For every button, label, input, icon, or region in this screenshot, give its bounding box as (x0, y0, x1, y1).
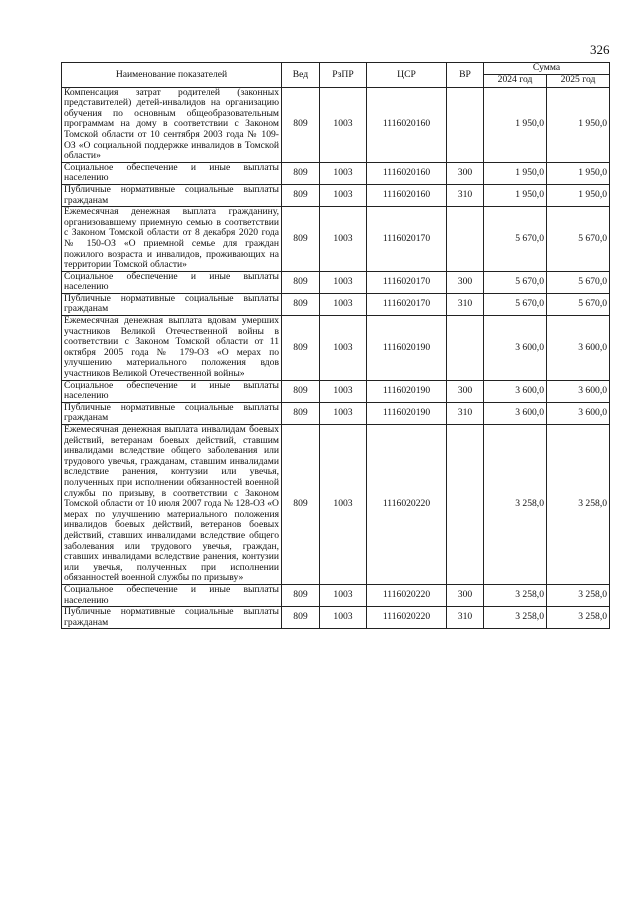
row-vr: 310 (447, 184, 484, 206)
header-rzpr: РзПР (320, 63, 367, 88)
row-sum-2024: 3 600,0 (484, 402, 547, 424)
row-vr: 300 (447, 584, 484, 606)
row-vr: 300 (447, 162, 484, 184)
header-sum: Сумма (484, 63, 610, 75)
row-sum-2024: 1 950,0 (484, 184, 547, 206)
row-rzpr: 1003 (320, 271, 367, 293)
header-vr: ВР (447, 63, 484, 88)
row-rzpr: 1003 (320, 607, 367, 629)
row-csr: 1116020160 (367, 184, 447, 206)
row-csr: 1116020160 (367, 87, 447, 162)
table-row (62, 87, 610, 162)
row-name: Публичные нормативные социальные выплаты гражданам (62, 184, 282, 206)
header-name: Наименование показателей (62, 63, 282, 88)
row-ved: 809 (282, 316, 320, 381)
table-row (62, 184, 610, 206)
row-sum-2025: 1 950,0 (547, 162, 610, 184)
row-ved: 809 (282, 162, 320, 184)
row-sum-2025: 5 670,0 (547, 207, 610, 272)
row-csr: 1116020220 (367, 425, 447, 585)
row-name: Публичные нормативные социальные выплаты гражданам (62, 402, 282, 424)
header-year-2024: 2024 год (484, 74, 547, 87)
table-row (62, 316, 610, 381)
table-row (62, 380, 610, 402)
row-sum-2024: 3 600,0 (484, 380, 547, 402)
row-csr: 1116020220 (367, 607, 447, 629)
row-sum-2025: 3 258,0 (547, 607, 610, 629)
row-rzpr: 1003 (320, 584, 367, 606)
row-sum-2025: 1 950,0 (547, 184, 610, 206)
row-rzpr: 1003 (320, 87, 367, 162)
table-row (62, 584, 610, 606)
table-header-row (62, 63, 610, 75)
table-row (62, 162, 610, 184)
row-csr: 1116020170 (367, 207, 447, 272)
row-csr: 1116020190 (367, 316, 447, 381)
row-csr: 1116020170 (367, 293, 447, 315)
row-name: Социальное обеспечение и иные выплаты населению (62, 584, 282, 606)
row-csr: 1116020160 (367, 162, 447, 184)
row-name: Публичные нормативные социальные выплаты гражданам (62, 607, 282, 629)
row-csr: 1116020220 (367, 584, 447, 606)
table-row (62, 607, 610, 629)
row-sum-2024: 1 950,0 (484, 87, 547, 162)
row-ved: 809 (282, 87, 320, 162)
row-sum-2024: 1 950,0 (484, 162, 547, 184)
row-csr: 1116020190 (367, 380, 447, 402)
row-rzpr: 1003 (320, 425, 367, 585)
row-vr (447, 316, 484, 381)
row-rzpr: 1003 (320, 293, 367, 315)
table-row (62, 207, 610, 272)
row-sum-2025: 3 600,0 (547, 380, 610, 402)
table-row (62, 271, 610, 293)
row-ved: 809 (282, 380, 320, 402)
row-name: Социальное обеспечение и иные выплаты населению (62, 271, 282, 293)
row-csr: 1116020190 (367, 402, 447, 424)
row-sum-2025: 5 670,0 (547, 293, 610, 315)
table-body (62, 87, 610, 629)
row-sum-2025: 5 670,0 (547, 271, 610, 293)
row-ved: 809 (282, 271, 320, 293)
row-vr (447, 87, 484, 162)
row-sum-2025: 1 950,0 (547, 87, 610, 162)
row-vr: 300 (447, 380, 484, 402)
row-name: Ежемесячная денежная выплата вдовам умерших участников Великой Отечественной войны в соответствии с Законом Томской области от 11 октября 2005 года № 179-ОЗ «О мерах по улучшению материального положения вдов участников Великой Отечественной войны» (62, 316, 282, 381)
row-sum-2025: 3 600,0 (547, 402, 610, 424)
row-csr: 1116020170 (367, 271, 447, 293)
row-sum-2024: 3 258,0 (484, 425, 547, 585)
row-name: Социальное обеспечение и иные выплаты населению (62, 162, 282, 184)
row-vr: 310 (447, 293, 484, 315)
budget-table (61, 62, 610, 629)
row-ved: 809 (282, 584, 320, 606)
row-sum-2024: 5 670,0 (484, 207, 547, 272)
row-vr (447, 207, 484, 272)
row-name: Социальное обеспечение и иные выплаты населению (62, 380, 282, 402)
row-sum-2025: 3 600,0 (547, 316, 610, 381)
row-ved: 809 (282, 402, 320, 424)
header-ved: Вед (282, 63, 320, 88)
row-sum-2025: 3 258,0 (547, 584, 610, 606)
row-rzpr: 1003 (320, 207, 367, 272)
row-rzpr: 1003 (320, 184, 367, 206)
row-ved: 809 (282, 425, 320, 585)
row-sum-2024: 3 258,0 (484, 607, 547, 629)
row-vr (447, 425, 484, 585)
header-csr: ЦСР (367, 63, 447, 88)
row-ved: 809 (282, 184, 320, 206)
table-row (62, 402, 610, 424)
page-number: 326 (590, 42, 610, 57)
row-name: Публичные нормативные социальные выплаты гражданам (62, 293, 282, 315)
table-row (62, 425, 610, 585)
row-rzpr: 1003 (320, 316, 367, 381)
row-name: Ежемесячная денежная выплата гражданину, организовавшему приемную семью в соответствии с Законом Томской области от 8 декабря 2020 года № 150-ОЗ «О приемной семье для граждан пожилого возраста и инвалидов, проживающих на территории Томской области» (62, 207, 282, 272)
row-ved: 809 (282, 293, 320, 315)
row-sum-2025: 3 258,0 (547, 425, 610, 585)
row-sum-2024: 5 670,0 (484, 293, 547, 315)
row-sum-2024: 3 600,0 (484, 316, 547, 381)
row-vr: 300 (447, 271, 484, 293)
row-name: Ежемесячная денежная выплата инвалидам боевых действий, ветеранам боевых действий, ставшим инвалидами вследствие общего заболевания или трудового увечья, гражданам, ставшим инвалидами вследствие ранения, контузии или увечья, полученных при исполнении обязанностей военной службы по призыву, в соответствии с Законом Томской области от 10 июля 2007 года № 128-ОЗ «О мерах по улучшению материального положения инвалидов боевых действий, ветеранов боевых действий, ставших инвалидами вследствие общего заболевания или трудового увечья, граждан, ставших инвалидами вследствие ранения, контузии или увечья, полученных при исполнении обязанностей военной службы по призыву» (62, 425, 282, 585)
row-ved: 809 (282, 607, 320, 629)
row-vr: 310 (447, 402, 484, 424)
row-sum-2024: 5 670,0 (484, 271, 547, 293)
row-rzpr: 1003 (320, 162, 367, 184)
row-name: Компенсация затрат родителей (законных представителей) детей-инвалидов на организацию обучения по основным общеобразовательным программам на дому в соответствии с Законом Томской области от 10 сентября 2003 года № 109-ОЗ «О социальной поддержке инвалидов в Томской области» (62, 87, 282, 162)
table-row (62, 293, 610, 315)
header-year-2025: 2025 год (547, 74, 610, 87)
row-rzpr: 1003 (320, 380, 367, 402)
row-vr: 310 (447, 607, 484, 629)
row-rzpr: 1003 (320, 402, 367, 424)
row-sum-2024: 3 258,0 (484, 584, 547, 606)
row-ved: 809 (282, 207, 320, 272)
